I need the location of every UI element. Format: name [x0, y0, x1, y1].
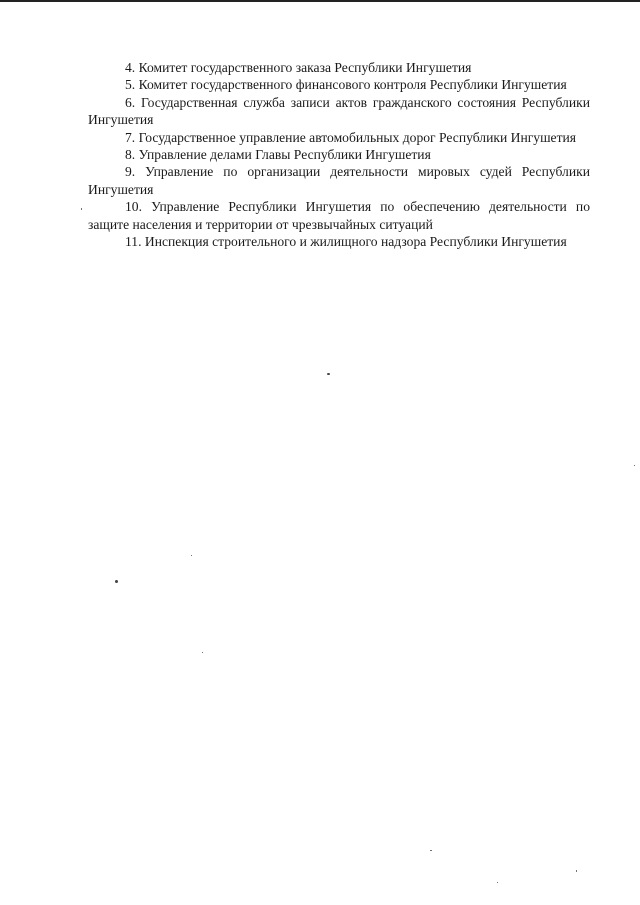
list-item-5: 5. Комитет государственного финансового контроля Республики Ингушетия — [125, 77, 567, 93]
scan-speck — [191, 555, 192, 556]
list-item-4: 4. Комитет государственного заказа Республики Ингушетия — [125, 60, 472, 75]
list-item-8: 8. Управление делами Главы Республики Ингушетия — [125, 147, 431, 163]
scan-speck — [576, 870, 577, 872]
scan-speck — [81, 208, 82, 210]
list-item-9: 9. Управление по организации деятельности мировых судей Республики Ингушетия — [88, 164, 590, 197]
scan-speck — [115, 580, 118, 583]
scan-speck — [634, 465, 635, 466]
scan-speck — [430, 850, 432, 851]
list-item-11: 11. Инспекция строительного и жилищного надзора Республики Ингушетия — [125, 234, 567, 250]
scan-speck — [497, 882, 498, 883]
list-item-7: 7. Государственное управление автомобильных дорог Республики Ингушетия — [125, 129, 577, 145]
list-item-6: 6. Государственная служба записи актов гражданского состояния Республики Ингушетия — [88, 94, 590, 128]
scan-speck — [327, 373, 330, 375]
scan-top-edge — [0, 0, 640, 2]
list-item-10: 10. Управление Республики Ингушетия по обеспечению деятельности по защите населения и территории от чрезвычайных ситуаций — [88, 199, 590, 232]
scan-speck — [202, 652, 203, 653]
document-body — [88, 59, 590, 250]
